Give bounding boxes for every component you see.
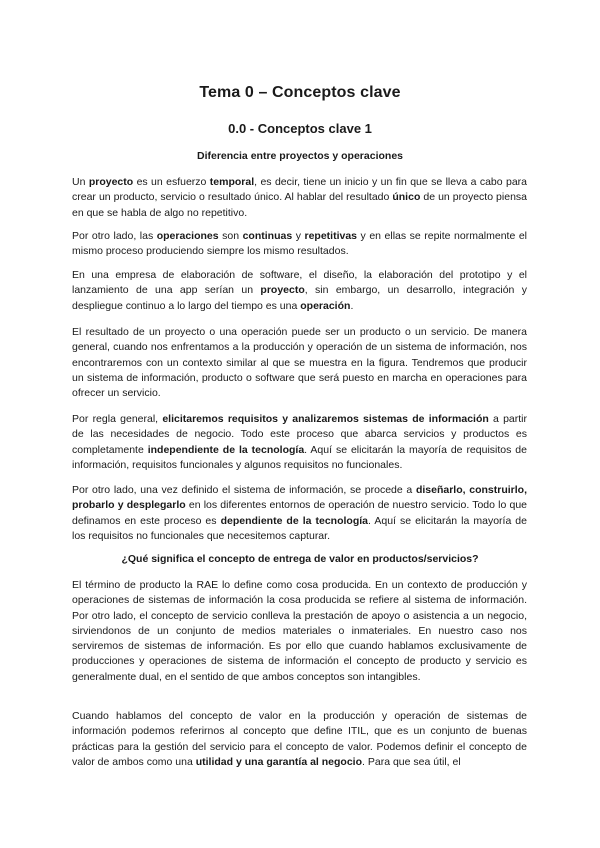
paragraph-3: En una empresa de elaboración de software, el diseño, la elaboración del prototipo y el lanzamiento de una app serían un proyecto, sin embargo, un desarrollo, integración y despliegue continuo a lo largo del tiempo es una operación. (72, 269, 527, 312)
subheading-value-delivery: ¿Qué significa el concepto de entrega de valor en productos/servicios? (121, 553, 479, 565)
paragraph-5: Por regla general, elicitaremos requisitos y analizaremos sistemas de información a partir de las necesidades de negocio. Todo este proceso que abarca servicios y productos es completamente independiente de la tecnología. Aquí se elicitarán la mayoría de requisitos de información, requisitos funcionales y algunos requisitos no funcionales. (72, 413, 527, 471)
paragraph-7: El término de producto la RAE lo define como cosa producida. En un contexto de producción y operaciones de sistemas de información la cosa producida se refiere al sistema de información. Por otro lado, el concepto de servicio conlleva la prestación de apoyo o asistencia a un negocio, sirviendonos de un conjunto de medios materiales o inmateriales. En nuestro caso nos serviremos de sistemas de información. Es por ello que cuando hablamos exclusivamente de producciones y operaciones de sistema de información el concepto de producto y servicio es generalmente dual, en el sentido de que ambos conceptos son intangibles. (72, 579, 527, 683)
paragraph-2: Por otro lado, las operaciones son continuas y repetitivas y en ellas se repite normalmente el mismo proceso produciendo siempre los mismo resultados. (72, 230, 528, 258)
paragraph-8: Cuando hablamos del concepto de valor en la producción y operación de sistemas de información podemos referirnos al concepto que define ITIL, que es un conjunto de buenas prácticas para la gestión del servicio para el concepto de valor. Podemos definir el concepto de valor de ambos como una utilidad y una garantía al negocio. Para que sea útil, el (72, 710, 527, 768)
paragraph-6: Por otro lado, una vez definido el sistema de información, se procede a diseñarlo, construirlo, probarlo y desplegarlo en los diferentes entornos de operación de nuestro servicio. Todo lo que definamos en este proceso es dependiente de la tecnología. Aquí se elicitarán la mayoría de los requisitos no funcionales que necesitemos capturar. (72, 484, 527, 542)
section-title: 0.0 - Conceptos clave 1 (228, 121, 372, 136)
subheading-projects-operations: Diferencia entre proyectos y operaciones (197, 150, 403, 162)
page-title: Tema 0 – Conceptos clave (199, 84, 401, 101)
paragraph-1: Un proyecto es un esfuerzo temporal, es decir, tiene un inicio y un fin que se lleva a cabo para crear un producto, servicio o resultado único. Al hablar del resultado único de un proyecto piensa en que se habla de algo no repetitivo. (72, 176, 527, 219)
paragraph-4: El resultado de un proyecto o una operación puede ser un producto o un servicio. De manera general, cuando nos enfrentamos a la producción y operación de un sistema de información, nos encontraremos con un contexto similar al que se muestra en la figura. Tendremos que producir un sistema de información, producto o software que será puesto en marcha en operaciones para ofrecer un servicio. (72, 326, 527, 400)
